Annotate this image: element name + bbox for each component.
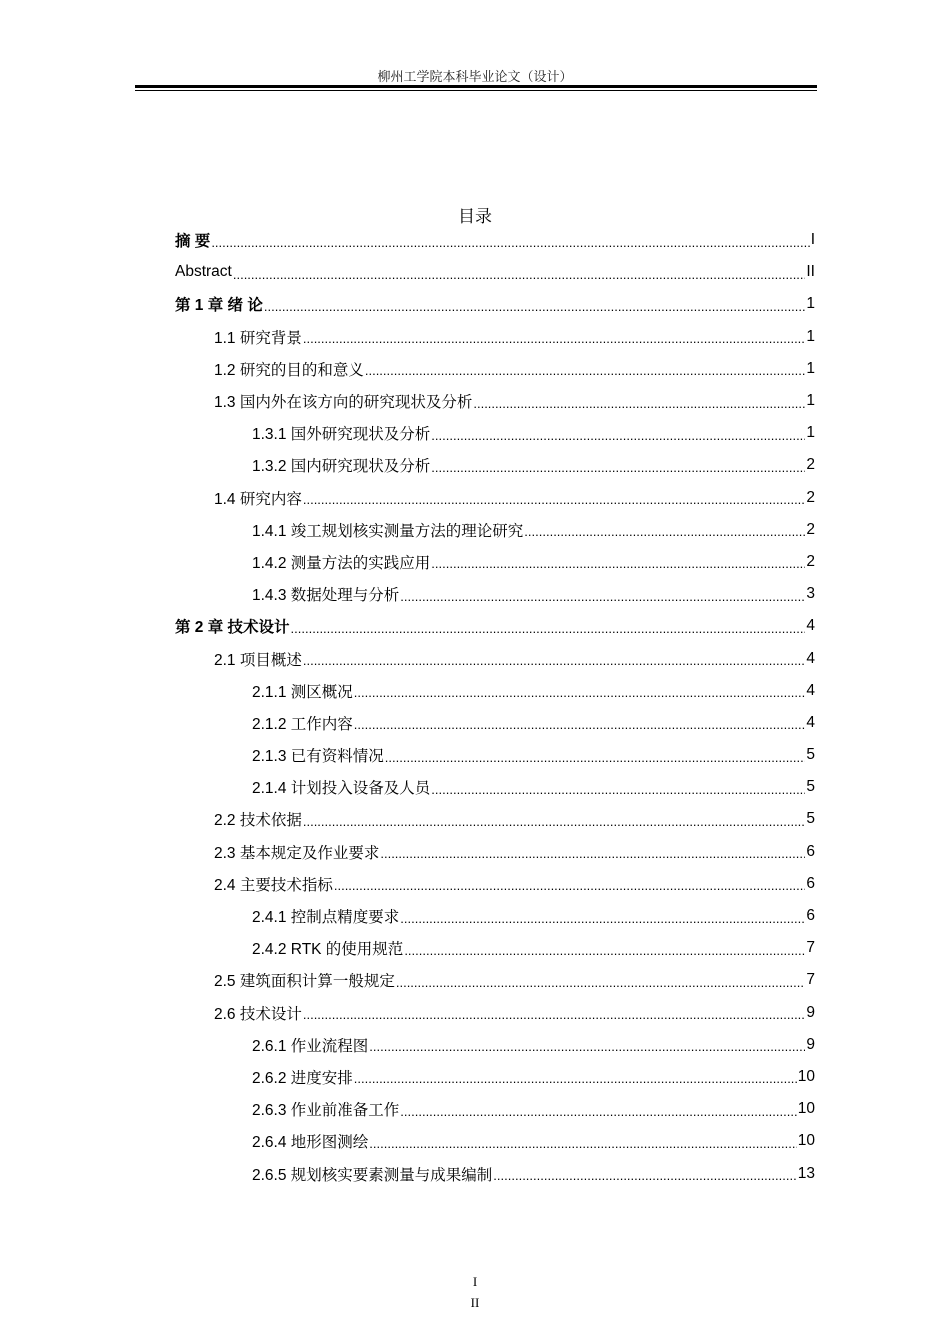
- toc-dot-leader: [431, 456, 805, 475]
- toc-entry-label: 1.1 研究背景: [214, 329, 302, 347]
- toc-entry-label: 2.1.3 已有资料情况: [252, 748, 384, 766]
- toc-dot-leader: [369, 1132, 796, 1151]
- toc-dot-leader: [291, 617, 806, 636]
- toc-dot-leader: [380, 842, 805, 861]
- toc-entry[interactable]: [175, 997, 815, 1029]
- toc-dot-leader: [354, 1067, 797, 1086]
- toc-entry-label: 2.1.4 计划投入设备及人员: [252, 780, 431, 798]
- toc-entry-page: 10: [797, 1132, 815, 1150]
- toc-dot-leader: [493, 1164, 796, 1183]
- toc-entry[interactable]: [175, 675, 815, 707]
- toc-entry[interactable]: [175, 353, 815, 385]
- toc-dot-leader: [385, 746, 806, 765]
- toc-entry-page: 5: [806, 810, 815, 828]
- toc-entry[interactable]: [175, 1093, 815, 1125]
- toc-entry[interactable]: [175, 932, 815, 964]
- toc-entry[interactable]: [175, 578, 815, 610]
- toc-entry-label: 1.4.2 测量方法的实践应用: [252, 554, 431, 572]
- toc-dot-leader: [334, 874, 806, 893]
- toc-entry-label: 2.3 基本规定及作业要求: [214, 844, 380, 862]
- toc-dot-leader: [303, 810, 806, 829]
- toc-title: 目录: [458, 207, 492, 227]
- toc-entry[interactable]: [175, 1125, 815, 1157]
- toc-entry-label: 2.1.1 测区概况: [252, 683, 353, 701]
- toc-dot-leader: [303, 649, 806, 668]
- toc-entry-page: 2: [806, 552, 815, 570]
- toc-entry[interactable]: [175, 771, 815, 803]
- toc-dot-leader: [369, 1035, 805, 1054]
- toc-dot-leader: [264, 295, 806, 314]
- toc-entry-page: 4: [806, 681, 815, 699]
- toc-dot-leader: [431, 424, 805, 443]
- toc-entry[interactable]: [175, 288, 815, 320]
- toc-entry-page: 6: [806, 907, 815, 925]
- toc-entry[interactable]: [175, 900, 815, 932]
- toc-entry-label: 1.4.1 竣工规划核实测量方法的理论研究: [252, 522, 524, 540]
- toc-dot-leader: [400, 1100, 796, 1119]
- toc-entry-page: 4: [806, 713, 815, 731]
- toc-entry[interactable]: [175, 224, 815, 256]
- toc-entry-page: 2: [806, 520, 815, 538]
- toc-entry-page: 1: [806, 327, 815, 345]
- toc-dot-leader: [303, 1003, 806, 1022]
- toc-entry-label: 2.4 主要技术指标: [214, 876, 333, 894]
- page-number-roman-secondary: II: [470, 1295, 480, 1310]
- toc-entry-label: 2.6.3 作业前准备工作: [252, 1102, 400, 1120]
- toc-entry-page: 6: [806, 842, 815, 860]
- toc-entry-label: 2.6 技术设计: [214, 1005, 302, 1023]
- toc-entry[interactable]: [175, 546, 815, 578]
- toc-entry-page: 10: [797, 1100, 815, 1118]
- toc-entry[interactable]: [175, 803, 815, 835]
- toc-dot-leader: [396, 971, 806, 990]
- toc-entry[interactable]: [175, 1157, 815, 1189]
- toc-dot-leader: [473, 392, 805, 411]
- toc-entry-label: 1.3.2 国内研究现状及分析: [252, 458, 431, 476]
- toc-entry-label: 2.4.2 RTK 的使用规范: [252, 941, 404, 959]
- toc-entry[interactable]: [175, 514, 815, 546]
- toc-entry[interactable]: [175, 321, 815, 353]
- toc-entry-label: 1.3 国内外在该方向的研究现状及分析: [214, 394, 473, 412]
- toc-entry-page: 4: [806, 649, 815, 667]
- toc-entry-page: 9: [806, 1003, 815, 1021]
- toc-dot-leader: [400, 585, 805, 604]
- toc-entry[interactable]: [175, 964, 815, 996]
- toc-entry-page: 10: [797, 1067, 815, 1085]
- toc-entry-label: 2.6.2 进度安排: [252, 1069, 353, 1087]
- toc-entry-page: 3: [806, 585, 815, 603]
- toc-entry-label: 2.4.1 控制点精度要求: [252, 909, 400, 927]
- toc-entry-label: 摘 要: [175, 233, 211, 251]
- toc-entry[interactable]: [175, 836, 815, 868]
- toc-entry-page: 2: [806, 488, 815, 506]
- toc-dot-leader: [354, 713, 806, 732]
- toc-entry-label: Abstract: [175, 263, 232, 281]
- toc-entry-page: 4: [806, 617, 815, 635]
- toc-entry-page: 13: [797, 1164, 815, 1182]
- toc-dot-leader: [431, 778, 805, 797]
- toc-entry[interactable]: [175, 739, 815, 771]
- toc-entry[interactable]: [175, 385, 815, 417]
- toc-entry-page: 7: [806, 971, 815, 989]
- toc-entry-page: 6: [806, 874, 815, 892]
- toc-entry[interactable]: [175, 610, 815, 642]
- toc-entry[interactable]: [175, 707, 815, 739]
- toc-entry-page: 9: [806, 1035, 815, 1053]
- toc-entry[interactable]: [175, 642, 815, 674]
- toc-entry-page: 7: [806, 939, 815, 957]
- toc-entry[interactable]: [175, 256, 815, 288]
- toc-entry-page: 5: [806, 778, 815, 796]
- header-rule-thick: [135, 85, 817, 88]
- toc-entry[interactable]: [175, 482, 815, 514]
- toc-dot-leader: [303, 488, 806, 507]
- toc-entry-page: 1: [806, 295, 815, 313]
- toc-entry-label: 1.3.1 国外研究现状及分析: [252, 426, 431, 444]
- toc-dot-leader: [303, 327, 806, 346]
- toc-dot-leader: [404, 939, 805, 958]
- toc-entry-label: 2.1 项目概述: [214, 651, 302, 669]
- toc-dot-leader: [365, 359, 806, 378]
- toc-entry-page: 1: [806, 424, 815, 442]
- page-number-roman: I: [472, 1274, 478, 1289]
- toc-entry-label: 第 1 章 绪 论: [175, 297, 263, 315]
- toc-entry[interactable]: [175, 868, 815, 900]
- toc-entry-label: 2.5 建筑面积计算一般规定: [214, 973, 395, 991]
- toc-entry-label: 2.2 技术依据: [214, 812, 302, 830]
- toc-entry-label: 2.6.4 地形图测绘: [252, 1134, 369, 1152]
- running-header: 柳州工学院本科毕业论文（设计）: [377, 70, 573, 85]
- toc-entry-page: II: [806, 263, 815, 281]
- toc-entry[interactable]: [175, 1061, 815, 1093]
- toc-entry-label: 1.2 研究的目的和意义: [214, 361, 364, 379]
- toc-entry-page: 1: [806, 392, 815, 410]
- toc-entry-page: 1: [806, 359, 815, 377]
- toc-entry-page: 5: [806, 746, 815, 764]
- table-of-contents: [175, 224, 815, 1190]
- toc-dot-leader: [400, 907, 805, 926]
- toc-dot-leader: [524, 520, 805, 539]
- toc-entry[interactable]: [175, 417, 815, 449]
- toc-entry-label: 1.4 研究内容: [214, 490, 302, 508]
- toc-dot-leader: [211, 231, 809, 250]
- toc-entry-label: 2.6.5 规划核实要素测量与成果编制: [252, 1166, 493, 1184]
- toc-entry-label: 2.6.1 作业流程图: [252, 1037, 369, 1055]
- toc-entry-label: 1.4.3 数据处理与分析: [252, 587, 400, 605]
- toc-entry-page: 2: [806, 456, 815, 474]
- toc-dot-leader: [233, 263, 806, 282]
- toc-entry-label: 第 2 章 技术设计: [175, 619, 290, 637]
- toc-entry-label: 2.1.2 工作内容: [252, 715, 353, 733]
- header-rule-thin: [135, 90, 817, 91]
- toc-entry[interactable]: [175, 449, 815, 481]
- toc-dot-leader: [354, 681, 806, 700]
- toc-entry[interactable]: [175, 1029, 815, 1061]
- toc-dot-leader: [431, 552, 805, 571]
- toc-entry-page: I: [810, 231, 815, 249]
